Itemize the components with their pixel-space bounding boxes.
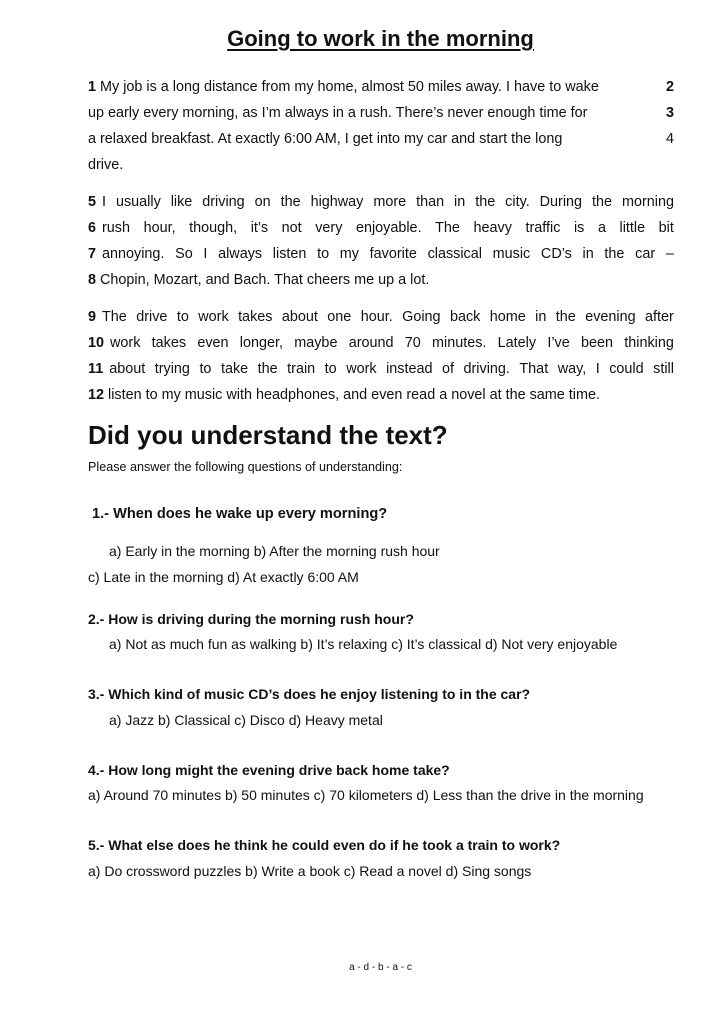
line-text: listen to my music with headphones, and even read a novel at the same time. [108, 387, 600, 403]
answer-line: c) Late in the morning d) At exactly 6:00 AM [88, 569, 359, 585]
section-heading: Did you understand the text? [88, 420, 448, 450]
line-text: drive. [88, 157, 124, 173]
question-3: 3.- Which kind of music CD’s does he enjoy listening to in the car? [88, 686, 531, 702]
paragraph-line [88, 267, 674, 293]
line-text: I usually like driving on the highway more than in the city. During the morning [102, 194, 674, 210]
line-text: up early every morning, as I’m always in a rush. There’s never enough time for [88, 105, 588, 121]
line-number: 12 [88, 387, 105, 403]
paragraph-line [88, 215, 674, 241]
answer-line: a) Do crossword puzzles b) Write a book c) Read a novel d) Sing songs [88, 863, 532, 879]
paragraph-line [88, 241, 674, 267]
line-text: rush hour, though, it’s not very enjoyable. The heavy traffic is a little bit [102, 220, 674, 236]
line-number: 7 [88, 246, 97, 262]
line-number: 9 [88, 309, 97, 325]
question-4: 4.- How long might the evening drive back home take? [88, 762, 450, 778]
paragraph-3 [88, 304, 674, 408]
answer-line: a) Around 70 minutes b) 50 minutes c) 70 kilometers d) Less than the drive in the morning [88, 787, 644, 803]
question-2: 2.- How is driving during the morning rush hour? [88, 611, 414, 627]
paragraph-line [88, 356, 674, 382]
line-text: annoying. So I always listen to my favorite classical music CD’s in the car – [102, 246, 674, 262]
side-line-number: 2 [665, 79, 674, 95]
answer-line: a) Not as much fun as walking b) It’s relaxing c) It’s classical d) Not very enjoyable [109, 636, 618, 652]
question-1: 1.- When does he wake up every morning? [92, 506, 388, 522]
line-text: about trying to take the train to work instead of driving. That way, I could still [109, 361, 674, 377]
side-line-number: 4 [665, 131, 674, 147]
paragraph-line [88, 126, 674, 152]
line-number: 8 [88, 272, 97, 288]
side-line-number: 3 [665, 105, 674, 121]
line-number: 10 [88, 335, 105, 351]
line-text: Chopin, Mozart, and Bach. That cheers me up a lot. [100, 272, 430, 288]
line-text: work takes even longer, maybe around 70 minutes. Lately I’ve been thinking [110, 335, 674, 351]
line-number: 11 [88, 361, 104, 377]
paragraph-line [88, 382, 674, 408]
paragraph-1 [88, 74, 674, 178]
page-title: Going to work in the morning [227, 26, 534, 51]
paragraph-line [88, 100, 674, 126]
paragraph-line [88, 74, 674, 100]
line-text: a relaxed breakfast. At exactly 6:00 AM, I get into my car and start the long [88, 131, 563, 147]
instructions: Please answer the following questions of understanding: [88, 460, 403, 474]
answer-line: a) Early in the morning b) After the morning rush hour [109, 543, 440, 559]
answer-key-footer: a - d - b - a - c [349, 962, 412, 973]
paragraph-line [88, 304, 674, 330]
line-number: 5 [88, 194, 97, 210]
paragraph-line [88, 330, 674, 356]
line-number: 6 [88, 220, 97, 236]
line-text: The drive to work takes about one hour. Going back home in the evening after [102, 309, 674, 325]
paragraph-line [88, 152, 674, 178]
paragraph-2 [88, 189, 674, 293]
line-number: 1 [88, 79, 97, 95]
line-text: My job is a long distance from my home, almost 50 miles away. I have to wake [100, 79, 599, 95]
answer-line: a) Jazz b) Classical c) Disco d) Heavy metal [109, 712, 383, 728]
question-5: 5.- What else does he think he could even do if he took a train to work? [88, 837, 561, 853]
paragraph-line [88, 189, 674, 215]
